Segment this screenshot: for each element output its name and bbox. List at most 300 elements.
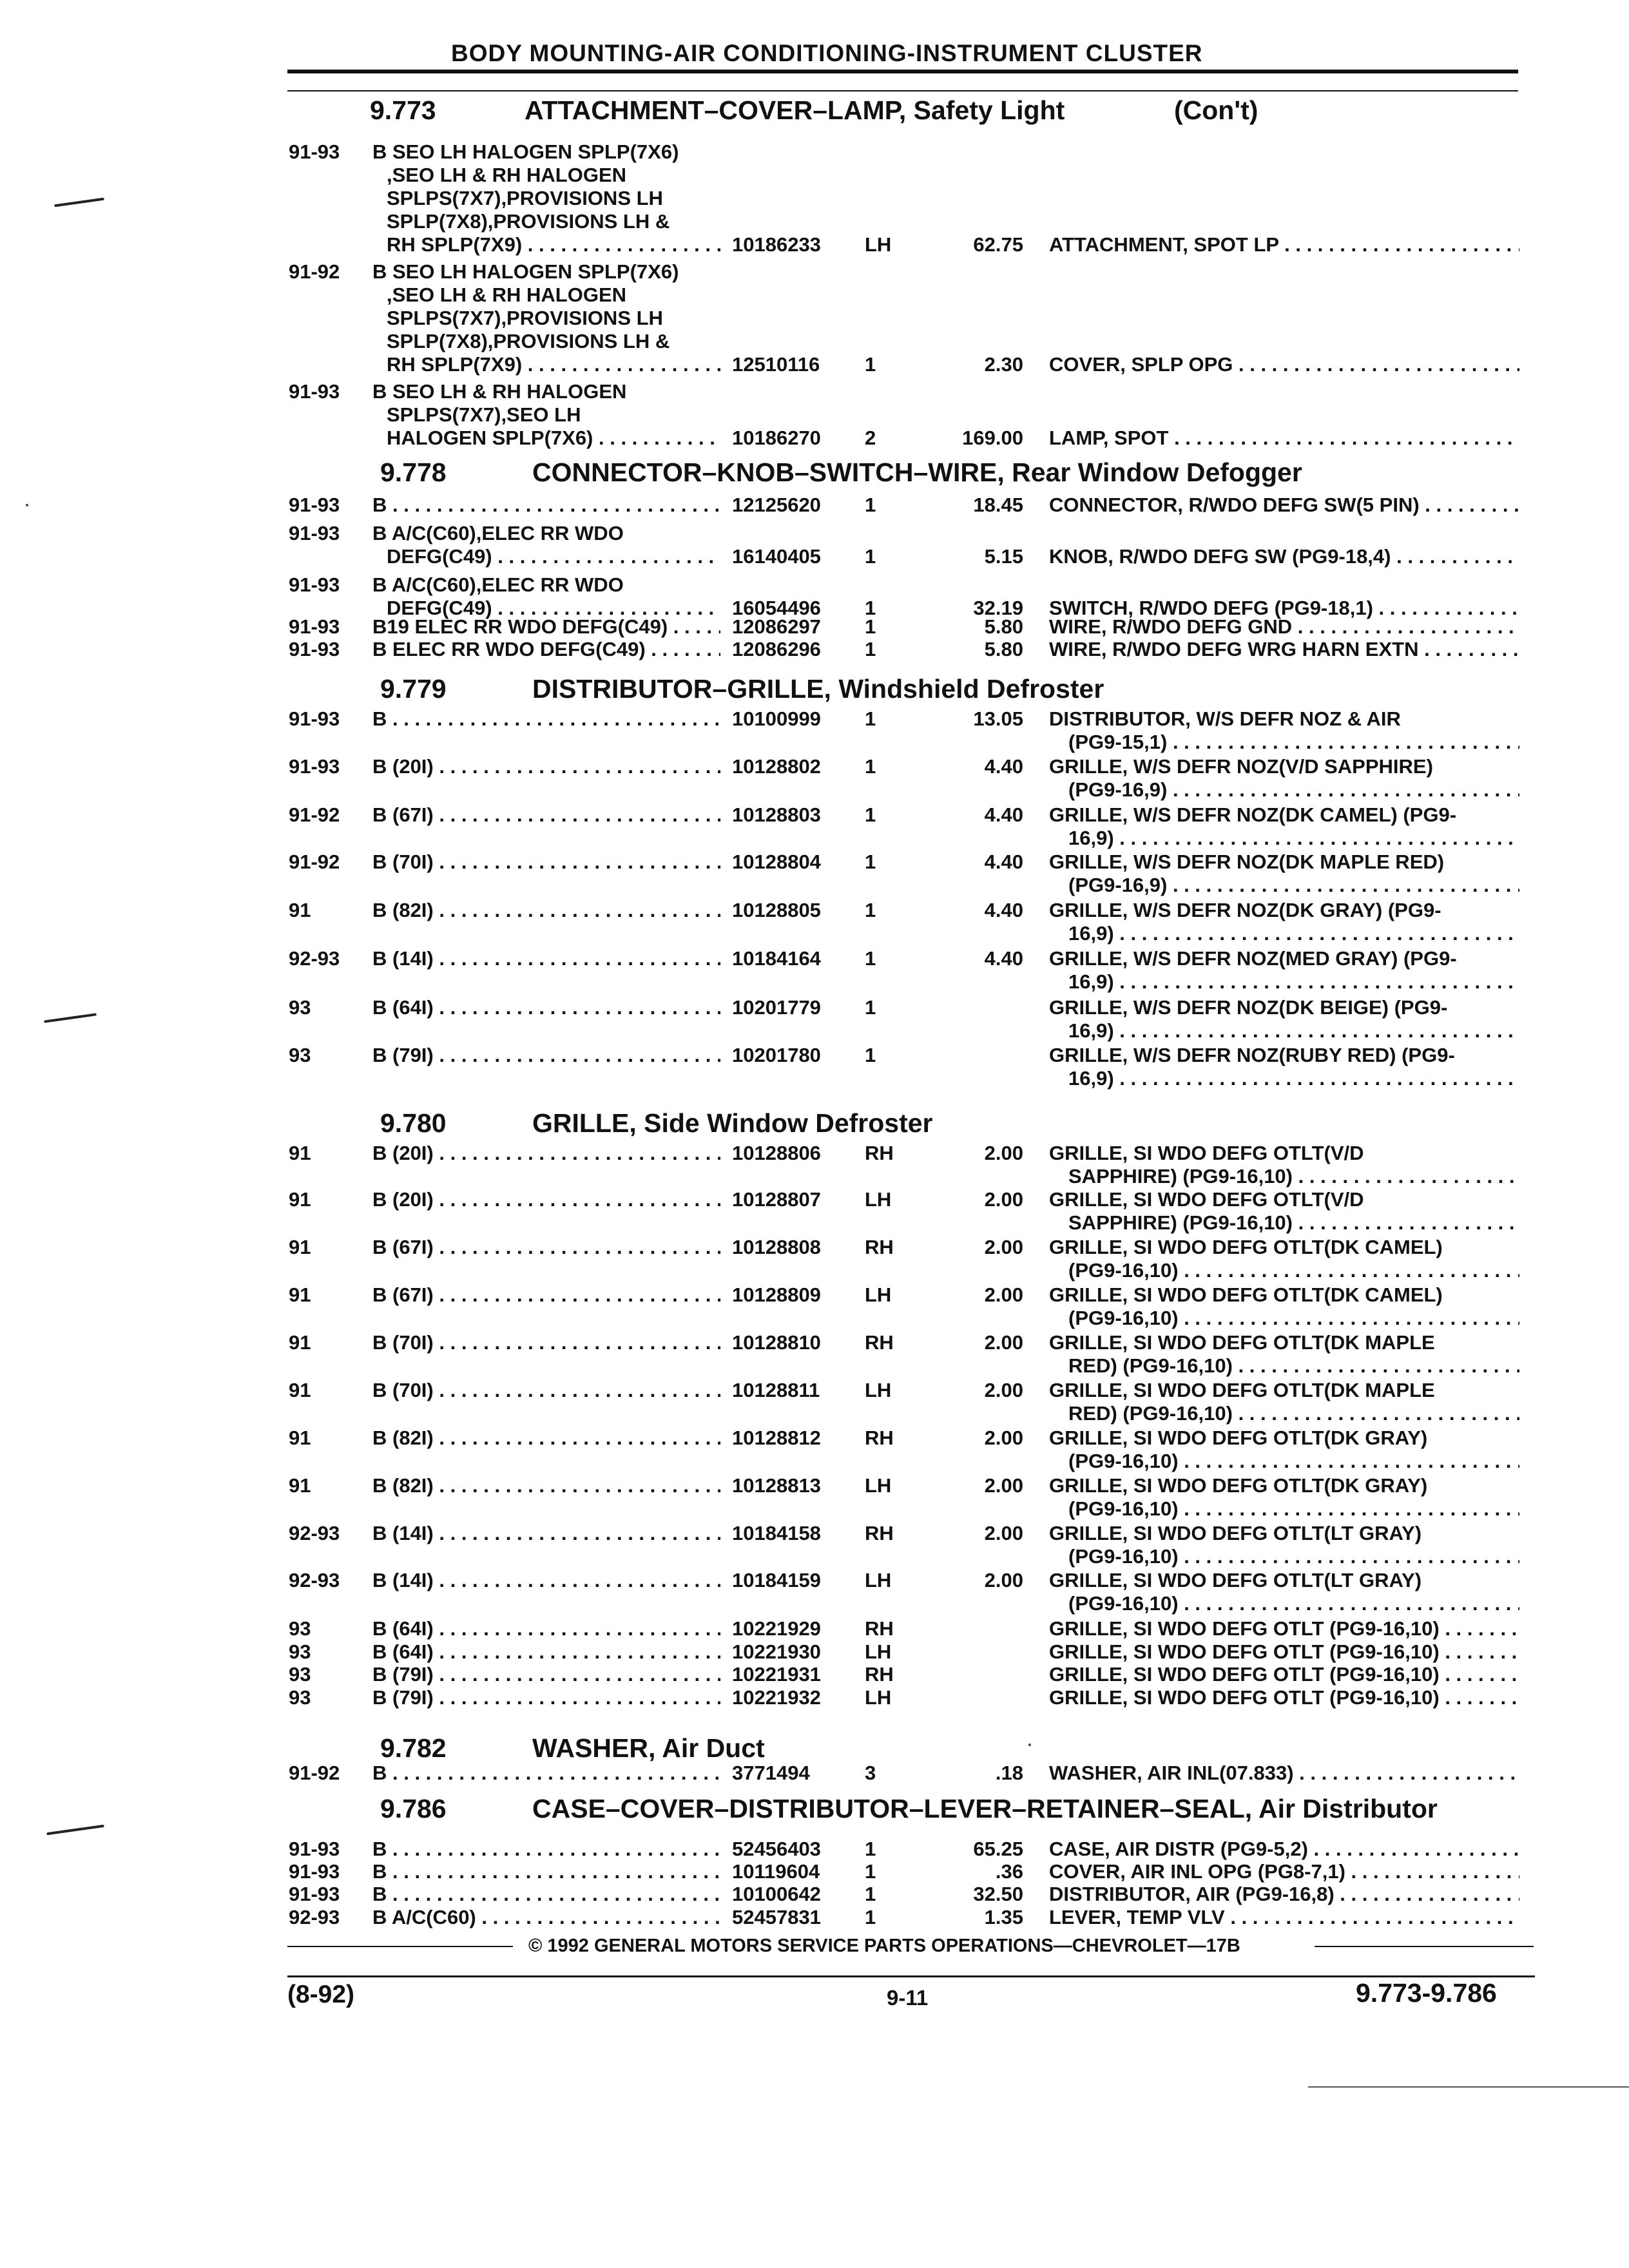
model-years: 91-93 bbox=[289, 140, 340, 163]
scan-speck bbox=[26, 504, 28, 506]
part-number: 10119604 bbox=[732, 1860, 820, 1883]
model-years: 92-93 bbox=[289, 1569, 340, 1591]
scan-edge-line bbox=[1308, 2086, 1629, 2088]
usage-line: B (67I) . . . bbox=[372, 1236, 720, 1259]
part-number: 3771494 bbox=[732, 1762, 810, 1784]
usage-line: SPLP(7X8),PROVISIONS LH & bbox=[387, 210, 670, 233]
model-years: 91 bbox=[289, 1379, 311, 1401]
quantity: 1 bbox=[865, 850, 876, 873]
price: 32.50 bbox=[973, 1883, 1023, 1905]
part-name bbox=[1049, 1617, 1519, 1640]
quantity: 2 bbox=[865, 427, 876, 449]
price: .18 bbox=[995, 1762, 1023, 1784]
price: 2.00 bbox=[984, 1427, 1023, 1449]
part-number: 12086296 bbox=[732, 638, 821, 660]
part-name bbox=[1049, 1838, 1519, 1861]
usage-line: RH SPLP(7X9) . . . bbox=[372, 233, 720, 256]
quantity: 1 bbox=[865, 638, 876, 660]
usage-line: B (20I) . . . bbox=[372, 1142, 720, 1165]
part-number: 10128803 bbox=[732, 803, 821, 826]
part-name-line: GRILLE, SI WDO DEFG OTLT(V/D bbox=[1049, 1142, 1364, 1164]
part-name-line: GRILLE, W/S DEFR NOZ(DK CAMEL) (PG9- bbox=[1049, 803, 1457, 826]
part-number: 10128811 bbox=[732, 1379, 820, 1401]
part-name-line: GRILLE, SI WDO DEFG OTLT (PG9-16,10) . . . bbox=[1049, 1663, 1519, 1686]
part-name-line: LAMP, SPOT . . . bbox=[1049, 427, 1519, 450]
model-years: 93 bbox=[289, 1686, 311, 1709]
quantity: 1 bbox=[865, 1860, 876, 1883]
model-years: 91-93 bbox=[289, 380, 340, 403]
usage-line: B (20I) . . . bbox=[372, 755, 720, 778]
model-years: 93 bbox=[289, 1640, 311, 1663]
quantity: LH bbox=[865, 1569, 892, 1591]
usage-line: B (64I) . . . bbox=[372, 996, 720, 1019]
copyright-line: © 1992 GENERAL MOTORS SERVICE PARTS OPERATIONS—CHEVROLET—17B bbox=[528, 1936, 1240, 1956]
usage-description bbox=[372, 573, 720, 620]
usage-description bbox=[372, 494, 720, 517]
part-name-line: LEVER, TEMP VLV . . . bbox=[1049, 1906, 1519, 1929]
part-name-line: (PG9-16,10) . . . bbox=[1049, 1592, 1519, 1615]
section-title: CASE–COVER–DISTRIBUTOR–LEVER–RETAINER–SEAL, Air Distributor bbox=[532, 1794, 1438, 1823]
quantity: 1 bbox=[865, 1044, 876, 1066]
usage-description bbox=[372, 1283, 720, 1307]
part-name bbox=[1049, 1640, 1519, 1664]
model-years: 91 bbox=[289, 1474, 311, 1497]
part-name bbox=[1049, 947, 1519, 994]
section-title: GRILLE, Side Window Defroster bbox=[532, 1108, 933, 1138]
usage-description bbox=[372, 638, 720, 661]
usage-line: HALOGEN SPLP(7X6) . . . bbox=[372, 427, 720, 450]
usage-line: B . . . bbox=[372, 707, 720, 731]
part-number: 10201779 bbox=[732, 996, 821, 1019]
quantity: 1 bbox=[865, 803, 876, 826]
part-name-line: CASE, AIR DISTR (PG9-5,2) . . . bbox=[1049, 1838, 1519, 1861]
part-name-line: GRILLE, W/S DEFR NOZ(MED GRAY) (PG9- bbox=[1049, 947, 1457, 970]
part-name-line: GRILLE, W/S DEFR NOZ(RUBY RED) (PG9- bbox=[1049, 1044, 1455, 1066]
part-name-line: GRILLE, SI WDO DEFG OTLT(V/D bbox=[1049, 1188, 1364, 1211]
model-years: 91-93 bbox=[289, 522, 340, 544]
part-name bbox=[1049, 1331, 1519, 1378]
usage-description bbox=[372, 260, 720, 376]
part-name-line: (PG9-16,9) . . . bbox=[1049, 874, 1519, 897]
usage-description bbox=[372, 1640, 720, 1664]
part-name-line: WIRE, R/WDO DEFG WRG HARN EXTN . . . bbox=[1049, 638, 1519, 661]
model-years: 91 bbox=[289, 1188, 311, 1211]
usage-line: B . . . bbox=[372, 1883, 720, 1906]
part-number: 10201780 bbox=[732, 1044, 821, 1066]
usage-description bbox=[372, 1142, 720, 1165]
part-name-line: (PG9-15,1) . . . bbox=[1049, 731, 1519, 754]
price: 32.19 bbox=[973, 597, 1023, 619]
part-name-line: GRILLE, SI WDO DEFG OTLT(DK CAMEL) bbox=[1049, 1283, 1443, 1306]
price: 5.80 bbox=[984, 615, 1023, 638]
usage-line: B (70I) . . . bbox=[372, 1379, 720, 1402]
section-number: 9.773 bbox=[370, 95, 436, 125]
usage-description bbox=[372, 1379, 720, 1402]
usage-description bbox=[372, 1044, 720, 1067]
part-name-line: GRILLE, SI WDO DEFG OTLT(DK GRAY) bbox=[1049, 1474, 1428, 1497]
section-title: CONNECTOR–KNOB–SWITCH–WIRE, Rear Window Defogger bbox=[532, 457, 1302, 487]
quantity: 1 bbox=[865, 755, 876, 778]
usage-description bbox=[372, 850, 720, 874]
usage-description bbox=[372, 1860, 720, 1883]
price: 5.80 bbox=[984, 638, 1023, 660]
price: 1.35 bbox=[984, 1906, 1023, 1928]
usage-description bbox=[372, 1617, 720, 1640]
binding-mark bbox=[46, 1825, 104, 1835]
model-years: 91-93 bbox=[289, 1860, 340, 1883]
usage-description bbox=[372, 899, 720, 922]
usage-line: ,SEO LH & RH HALOGEN bbox=[387, 284, 627, 306]
usage-description bbox=[372, 615, 720, 639]
part-name-line: GRILLE, SI WDO DEFG OTLT(DK CAMEL) bbox=[1049, 1236, 1443, 1258]
usage-line: B (14I) . . . bbox=[372, 947, 720, 970]
usage-line: RH SPLP(7X9) . . . bbox=[372, 353, 720, 376]
part-name-line: GRILLE, SI WDO DEFG OTLT(DK GRAY) bbox=[1049, 1427, 1428, 1449]
quantity: RH bbox=[865, 1142, 894, 1164]
usage-description bbox=[372, 140, 720, 256]
usage-description bbox=[372, 707, 720, 731]
part-name bbox=[1049, 427, 1519, 450]
part-name-line: RED) (PG9-16,10) . . . bbox=[1049, 1402, 1519, 1425]
price: 2.00 bbox=[984, 1522, 1023, 1544]
usage-line: B SEO LH HALOGEN SPLP(7X6) bbox=[372, 260, 679, 283]
part-name-line: WIRE, R/WDO DEFG GND . . . bbox=[1049, 615, 1519, 639]
quantity: LH bbox=[865, 1474, 892, 1497]
part-number: 10186270 bbox=[732, 427, 821, 449]
model-years: 91-92 bbox=[289, 260, 340, 283]
quantity: 1 bbox=[865, 597, 876, 619]
quantity: 1 bbox=[865, 947, 876, 970]
price: 5.15 bbox=[984, 545, 1023, 568]
usage-line: B . . . bbox=[372, 1762, 720, 1785]
model-years: 91-93 bbox=[289, 615, 340, 638]
quantity: LH bbox=[865, 1379, 892, 1401]
quantity: 1 bbox=[865, 1906, 876, 1928]
quantity: 1 bbox=[865, 996, 876, 1019]
quantity: LH bbox=[865, 1640, 892, 1663]
quantity: LH bbox=[865, 1188, 892, 1211]
part-number: 16140405 bbox=[732, 545, 821, 568]
usage-line: B A/C(C60),ELEC RR WDO bbox=[372, 573, 624, 596]
price: 65.25 bbox=[973, 1838, 1023, 1860]
price: 2.00 bbox=[984, 1236, 1023, 1258]
usage-line: B (64I) . . . bbox=[372, 1640, 720, 1664]
model-years: 93 bbox=[289, 1663, 311, 1686]
quantity: LH bbox=[865, 233, 892, 256]
price: 2.30 bbox=[984, 353, 1023, 376]
usage-line: B (79I) . . . bbox=[372, 1044, 720, 1067]
price: 2.00 bbox=[984, 1283, 1023, 1306]
price: 4.40 bbox=[984, 850, 1023, 873]
model-years: 91-92 bbox=[289, 1762, 340, 1784]
page-number: 9-11 bbox=[887, 1986, 929, 2010]
usage-line: B (82I) . . . bbox=[372, 1474, 720, 1497]
part-name-line: 16,9) . . . bbox=[1049, 922, 1519, 945]
part-number: 10128802 bbox=[732, 755, 821, 778]
section-title: DISTRIBUTOR–GRILLE, Windshield Defroster bbox=[532, 674, 1104, 704]
quantity: RH bbox=[865, 1617, 894, 1640]
usage-line: B (79I) . . . bbox=[372, 1686, 720, 1709]
section-number: 9.780 bbox=[380, 1108, 447, 1138]
usage-line: B (70I) . . . bbox=[372, 850, 720, 874]
usage-description bbox=[372, 1427, 720, 1450]
page-header-title: BODY MOUNTING-AIR CONDITIONING-INSTRUMENT CLUSTER bbox=[451, 40, 1203, 66]
part-name bbox=[1049, 1860, 1519, 1883]
part-name-line: KNOB, R/WDO DEFG SW (PG9-18,4) . . . bbox=[1049, 545, 1519, 568]
quantity: 1 bbox=[865, 545, 876, 568]
part-number: 10100999 bbox=[732, 707, 821, 730]
model-years: 91 bbox=[289, 1331, 311, 1354]
part-name-line: GRILLE, SI WDO DEFG OTLT (PG9-16,10) . . . bbox=[1049, 1617, 1519, 1640]
part-name-line: 16,9) . . . bbox=[1049, 970, 1519, 994]
usage-line: SPLPS(7X7),PROVISIONS LH bbox=[387, 307, 663, 329]
part-name bbox=[1049, 1379, 1519, 1425]
part-number: 10184164 bbox=[732, 947, 821, 970]
part-name-line: COVER, SPLP OPG . . . bbox=[1049, 353, 1519, 376]
part-name bbox=[1049, 1762, 1519, 1785]
usage-line: DEFG(C49) . . . bbox=[372, 545, 720, 568]
section-title: ATTACHMENT–COVER–LAMP, Safety Light bbox=[525, 95, 1065, 125]
usage-line: DEFG(C49) . . . bbox=[372, 597, 720, 620]
part-number: 12086297 bbox=[732, 615, 821, 638]
part-number: 10221931 bbox=[732, 1663, 821, 1686]
part-number: 10128809 bbox=[732, 1283, 821, 1306]
footer-rule-left bbox=[287, 1946, 513, 1947]
part-name bbox=[1049, 996, 1519, 1043]
model-years: 92-93 bbox=[289, 1522, 340, 1544]
price: 2.00 bbox=[984, 1188, 1023, 1211]
usage-description bbox=[372, 522, 720, 568]
footer-rule-bottom bbox=[287, 1975, 1535, 1977]
price: 4.40 bbox=[984, 947, 1023, 970]
part-number: 10128806 bbox=[732, 1142, 821, 1164]
price: 2.00 bbox=[984, 1569, 1023, 1591]
part-number: 10221930 bbox=[732, 1640, 821, 1663]
quantity: 1 bbox=[865, 353, 876, 376]
part-name-line: (PG9-16,9) . . . bbox=[1049, 778, 1519, 802]
part-name bbox=[1049, 707, 1519, 754]
section-number: 9.778 bbox=[380, 457, 447, 487]
quantity: RH bbox=[865, 1427, 894, 1449]
part-number: 10128807 bbox=[732, 1188, 821, 1211]
section-number: 9.786 bbox=[380, 1794, 447, 1823]
quantity: 1 bbox=[865, 615, 876, 638]
usage-line: B (82I) . . . bbox=[372, 899, 720, 922]
part-number: 10221932 bbox=[732, 1686, 821, 1709]
part-name-line: SAPPHIRE) (PG9-16,10) . . . bbox=[1049, 1165, 1519, 1188]
usage-description bbox=[372, 1188, 720, 1211]
part-number: 10128812 bbox=[732, 1427, 821, 1449]
usage-line: B (14I) . . . bbox=[372, 1569, 720, 1592]
part-name-line: GRILLE, W/S DEFR NOZ(DK MAPLE RED) bbox=[1049, 850, 1445, 873]
binding-mark bbox=[44, 1013, 97, 1023]
usage-line: B (70I) . . . bbox=[372, 1331, 720, 1354]
part-number: 10128813 bbox=[732, 1474, 821, 1497]
usage-description bbox=[372, 1762, 720, 1785]
quantity: 1 bbox=[865, 494, 876, 516]
usage-line: B . . . bbox=[372, 1838, 720, 1861]
section-title: WASHER, Air Duct bbox=[532, 1733, 765, 1763]
usage-description bbox=[372, 1236, 720, 1259]
price: 18.45 bbox=[973, 494, 1023, 516]
quantity: LH bbox=[865, 1686, 892, 1709]
part-name-line: SAPPHIRE) (PG9-16,10) . . . bbox=[1049, 1211, 1519, 1235]
model-years: 93 bbox=[289, 996, 311, 1019]
price: 62.75 bbox=[973, 233, 1023, 256]
part-number: 12125620 bbox=[732, 494, 821, 516]
part-name bbox=[1049, 638, 1519, 661]
part-name-line: 16,9) . . . bbox=[1049, 1067, 1519, 1090]
part-number: 52457831 bbox=[732, 1906, 821, 1928]
model-years: 93 bbox=[289, 1044, 311, 1066]
model-years: 91 bbox=[289, 1142, 311, 1164]
price: 13.05 bbox=[973, 707, 1023, 730]
price: 4.40 bbox=[984, 899, 1023, 921]
part-name-line: GRILLE, SI WDO DEFG OTLT(LT GRAY) bbox=[1049, 1522, 1422, 1544]
usage-line: SPLPS(7X7),SEO LH bbox=[387, 403, 581, 426]
part-name-line: GRILLE, SI WDO DEFG OTLT (PG9-16,10) . . . bbox=[1049, 1640, 1519, 1664]
footer-rule-right bbox=[1315, 1946, 1534, 1947]
group-range: 9.773-9.786 bbox=[1356, 1978, 1497, 2008]
section-continued-note: (Con't) bbox=[1174, 95, 1258, 125]
model-years: 91-93 bbox=[289, 638, 340, 660]
model-years: 91 bbox=[289, 1283, 311, 1306]
part-number: 10128805 bbox=[732, 899, 821, 921]
model-years: 92-93 bbox=[289, 1906, 340, 1928]
price: 2.00 bbox=[984, 1142, 1023, 1164]
revision-date: (8-92) bbox=[287, 1981, 355, 2008]
usage-description bbox=[372, 1474, 720, 1497]
part-number: 12510116 bbox=[732, 353, 820, 376]
part-name-line: (PG9-16,10) . . . bbox=[1049, 1307, 1519, 1330]
usage-line: SPLP(7X8),PROVISIONS LH & bbox=[387, 330, 670, 352]
part-name-line: GRILLE, SI WDO DEFG OTLT (PG9-16,10) . . . bbox=[1049, 1686, 1519, 1709]
usage-line: B SEO LH & RH HALOGEN bbox=[372, 380, 627, 403]
usage-line: SPLPS(7X7),PROVISIONS LH bbox=[387, 187, 663, 209]
part-name bbox=[1049, 755, 1519, 802]
model-years: 93 bbox=[289, 1617, 311, 1640]
part-name bbox=[1049, 1283, 1519, 1330]
model-years: 91-93 bbox=[289, 573, 340, 596]
model-years: 91-93 bbox=[289, 1838, 340, 1860]
part-number: 16054496 bbox=[732, 597, 821, 619]
model-years: 91-92 bbox=[289, 803, 340, 826]
part-name bbox=[1049, 1427, 1519, 1473]
model-years: 91-93 bbox=[289, 1883, 340, 1905]
part-name-line: (PG9-16,10) . . . bbox=[1049, 1259, 1519, 1282]
price: 4.40 bbox=[984, 803, 1023, 826]
part-name bbox=[1049, 1188, 1519, 1235]
quantity: RH bbox=[865, 1236, 894, 1258]
usage-line: B A/C(C60),ELEC RR WDO bbox=[372, 522, 624, 544]
part-name-line: GRILLE, SI WDO DEFG OTLT(DK MAPLE bbox=[1049, 1379, 1435, 1401]
usage-description bbox=[372, 755, 720, 778]
part-number: 52456403 bbox=[732, 1838, 821, 1860]
part-name bbox=[1049, 494, 1519, 517]
part-number: 10128808 bbox=[732, 1236, 821, 1258]
model-years: 91-93 bbox=[289, 755, 340, 778]
part-name-line: GRILLE, W/S DEFR NOZ(DK BEIGE) (PG9- bbox=[1049, 996, 1448, 1019]
part-number: 10186233 bbox=[732, 233, 821, 256]
usage-line: B (20I) . . . bbox=[372, 1188, 720, 1211]
price: 2.00 bbox=[984, 1331, 1023, 1354]
part-name bbox=[1049, 545, 1519, 568]
part-name-line: 16,9) . . . bbox=[1049, 827, 1519, 850]
usage-line: B . . . bbox=[372, 1860, 720, 1883]
part-name-line: CONNECTOR, R/WDO DEFG SW(5 PIN) . . . bbox=[1049, 494, 1519, 517]
part-name-line: SWITCH, R/WDO DEFG (PG9-18,1) . . . bbox=[1049, 597, 1519, 620]
quantity: 1 bbox=[865, 1838, 876, 1860]
quantity: 1 bbox=[865, 707, 876, 730]
part-number: 10128810 bbox=[732, 1331, 821, 1354]
quantity: RH bbox=[865, 1663, 894, 1686]
price: .36 bbox=[995, 1860, 1023, 1883]
model-years: 92-93 bbox=[289, 947, 340, 970]
usage-description bbox=[372, 1331, 720, 1354]
quantity: LH bbox=[865, 1283, 892, 1306]
usage-line: B ELEC RR WDO DEFG(C49) . . . bbox=[372, 638, 720, 661]
part-name bbox=[1049, 233, 1519, 256]
usage-description bbox=[372, 996, 720, 1019]
part-name-line: DISTRIBUTOR, W/S DEFR NOZ & AIR bbox=[1049, 707, 1401, 730]
part-name bbox=[1049, 353, 1519, 376]
part-name-line: GRILLE, SI WDO DEFG OTLT(LT GRAY) bbox=[1049, 1569, 1422, 1591]
model-years: 91-92 bbox=[289, 850, 340, 873]
part-name-line: GRILLE, W/S DEFR NOZ(V/D SAPPHIRE) bbox=[1049, 755, 1433, 778]
part-name bbox=[1049, 615, 1519, 639]
quantity: 1 bbox=[865, 899, 876, 921]
quantity: RH bbox=[865, 1522, 894, 1544]
usage-line: B . . . bbox=[372, 494, 720, 517]
part-name-line: COVER, AIR INL OPG (PG8-7,1) . . . bbox=[1049, 1860, 1519, 1883]
part-name bbox=[1049, 1569, 1519, 1615]
usage-line: B A/C(C60) . . . bbox=[372, 1906, 720, 1929]
usage-line: B SEO LH HALOGEN SPLP(7X6) bbox=[372, 140, 679, 163]
part-name-line: DISTRIBUTOR, AIR (PG9-16,8) . . . bbox=[1049, 1883, 1519, 1906]
part-name bbox=[1049, 1236, 1519, 1282]
part-number: 10184158 bbox=[732, 1522, 821, 1544]
usage-line: B (67I) . . . bbox=[372, 803, 720, 827]
part-name-line: GRILLE, W/S DEFR NOZ(DK GRAY) (PG9- bbox=[1049, 899, 1441, 921]
price: 4.40 bbox=[984, 755, 1023, 778]
part-name bbox=[1049, 1906, 1519, 1929]
usage-description bbox=[372, 1663, 720, 1686]
header-rule-thin bbox=[287, 90, 1518, 91]
header-rule bbox=[287, 70, 1518, 73]
part-name-line: RED) (PG9-16,10) . . . bbox=[1049, 1354, 1519, 1378]
usage-description bbox=[372, 1883, 720, 1906]
usage-description bbox=[372, 1569, 720, 1592]
usage-line: B (64I) . . . bbox=[372, 1617, 720, 1640]
usage-description bbox=[372, 1686, 720, 1709]
usage-description bbox=[372, 947, 720, 970]
usage-description bbox=[372, 803, 720, 827]
model-years: 91 bbox=[289, 1236, 311, 1258]
part-name bbox=[1049, 1663, 1519, 1686]
part-name-line: WASHER, AIR INL(07.833) . . . bbox=[1049, 1762, 1519, 1785]
part-name bbox=[1049, 850, 1519, 897]
model-years: 91 bbox=[289, 1427, 311, 1449]
part-name-line: 16,9) . . . bbox=[1049, 1019, 1519, 1043]
quantity: 1 bbox=[865, 1883, 876, 1905]
model-years: 91-93 bbox=[289, 707, 340, 730]
part-name bbox=[1049, 1883, 1519, 1906]
part-name-line: GRILLE, SI WDO DEFG OTLT(DK MAPLE bbox=[1049, 1331, 1435, 1354]
usage-line: ,SEO LH & RH HALOGEN bbox=[387, 164, 627, 186]
part-name-line: (PG9-16,10) . . . bbox=[1049, 1497, 1519, 1521]
part-name-line: (PG9-16,10) . . . bbox=[1049, 1450, 1519, 1473]
section-number: 9.779 bbox=[380, 674, 447, 704]
